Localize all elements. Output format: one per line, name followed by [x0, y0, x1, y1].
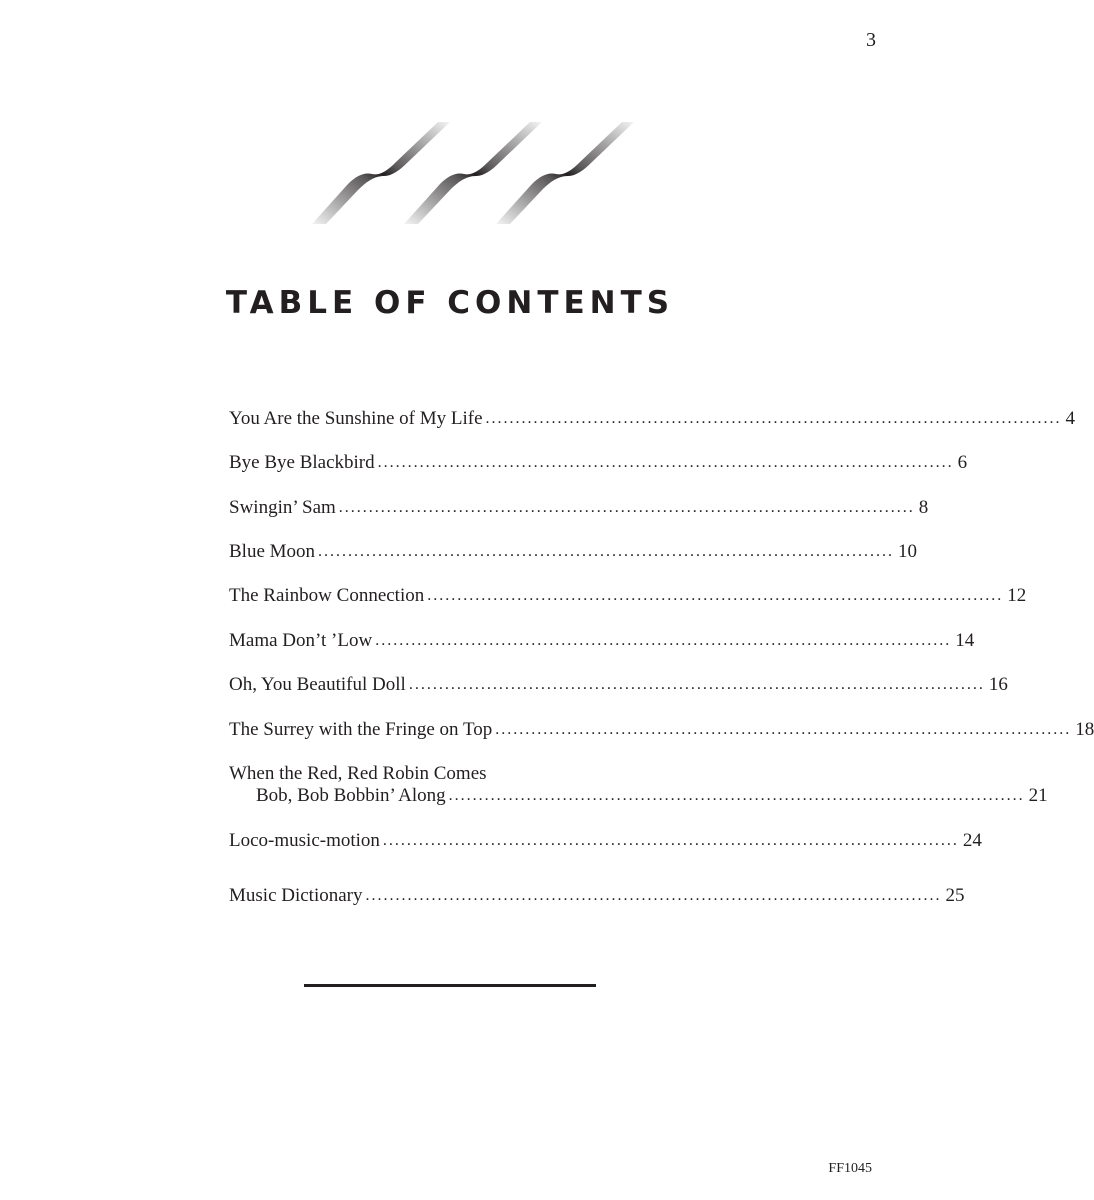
toc-entry-page: 21 — [1028, 785, 1048, 806]
horizontal-rule — [304, 984, 596, 987]
toc-entry-page: 4 — [1065, 408, 1076, 429]
toc-entry-page: 25 — [945, 885, 965, 906]
page-number: 3 — [866, 29, 876, 51]
toc-entry[interactable] — [229, 408, 1076, 430]
toc-entry[interactable] — [229, 585, 1027, 607]
dot-leader: ................................................................................................ — [485, 410, 1062, 427]
toc-entry[interactable] — [229, 719, 1094, 741]
toc-entry-page: 8 — [918, 497, 929, 518]
toc-entry[interactable] — [229, 830, 982, 852]
toc-entry[interactable] — [229, 541, 918, 563]
toc-entry[interactable] — [229, 497, 929, 519]
catalog-code: FF1045 — [828, 1161, 872, 1176]
toc-entry-page: 12 — [1007, 585, 1027, 606]
dot-leader: ................................................................................................ — [338, 499, 915, 516]
dot-leader: ................................................................................................ — [495, 721, 1072, 738]
toc-entry-title: Blue Moon — [229, 541, 316, 562]
toc-entry-title: Oh, You Beautiful Doll — [229, 674, 406, 695]
toc-entry-title: Mama Don’t ’Low — [229, 630, 373, 651]
toc-entry[interactable] — [229, 452, 968, 474]
toc-entry-title: The Surrey with the Fringe on Top — [229, 719, 493, 740]
toc-entry-page: 24 — [962, 830, 982, 851]
dot-leader: ................................................................................................ — [365, 887, 942, 904]
toc-entry-title-line2: Bob, Bob Bobbin’ Along — [256, 785, 446, 806]
toc-entry-page: 10 — [898, 541, 918, 562]
dot-leader: ................................................................................................ — [448, 787, 1025, 804]
toc-entry[interactable] — [229, 885, 965, 907]
toc-entry-page: 14 — [955, 630, 975, 651]
dot-leader: ................................................................................................ — [375, 632, 952, 649]
toc-entry-title: You Are the Sunshine of My Life — [229, 408, 483, 429]
page-title: TABLE OF CONTENTS — [225, 285, 675, 321]
toc-entry-title: Loco-music-motion — [229, 830, 380, 851]
toc-entry-title: Music Dictionary — [229, 885, 363, 906]
toc-entry-page: 6 — [957, 452, 968, 473]
dot-leader: ................................................................................................ — [382, 832, 959, 849]
dot-leader: ................................................................................................ — [377, 454, 954, 471]
toc-entry[interactable] — [229, 630, 975, 652]
toc-entry[interactable] — [229, 763, 1048, 807]
dot-leader: ................................................................................................ — [427, 587, 1004, 604]
toc-entry-page: 16 — [988, 674, 1008, 695]
toc-entry-title: Bye Bye Blackbird — [229, 452, 375, 473]
toc-entry-title: The Rainbow Connection — [229, 585, 425, 606]
toc-entry-page: 18 — [1075, 719, 1094, 740]
wave-ornament-icon — [300, 112, 650, 232]
toc-entry-title: Swingin’ Sam — [229, 497, 336, 518]
dot-leader: ................................................................................................ — [408, 676, 985, 693]
toc-entry-title-line1: When the Red, Red Robin Comes — [229, 763, 487, 784]
toc-entry-line2 — [229, 785, 1048, 807]
dot-leader: ................................................................................................ — [318, 543, 895, 560]
toc-entry[interactable] — [229, 674, 1008, 696]
